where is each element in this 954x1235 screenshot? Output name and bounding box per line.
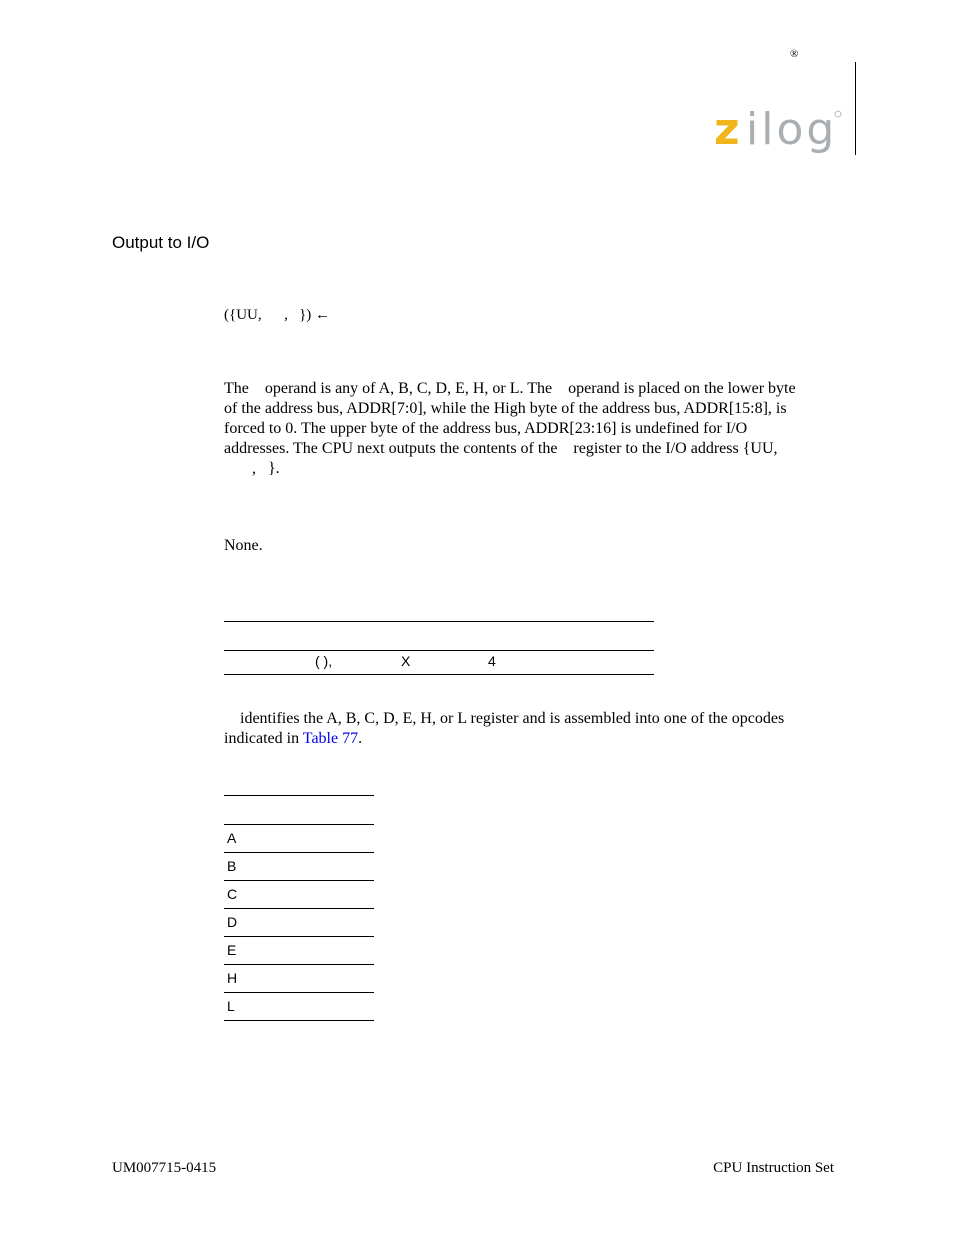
table1-header-rule xyxy=(224,650,654,651)
logo-letters-ilog: ilog xyxy=(746,104,838,155)
register-cell: L xyxy=(227,998,235,1014)
table-row xyxy=(224,824,374,852)
register-cell: H xyxy=(227,970,238,986)
description-line: addresses. The CPU next outputs the contents of the register to the I/O address {UU, xyxy=(224,440,778,457)
table-row xyxy=(224,936,374,964)
table-row xyxy=(224,964,374,992)
register-cell: B xyxy=(227,858,237,874)
table-row xyxy=(224,992,374,1021)
conditions-text: None. xyxy=(224,537,263,554)
operation-line: ({UU, , }) ← xyxy=(224,307,331,323)
note-prefix: indicated in xyxy=(224,730,303,747)
description-line: , }. xyxy=(224,460,280,477)
table-row xyxy=(224,852,374,880)
zilog-logo xyxy=(712,104,850,158)
note-line: identifies the A, B, C, D, E, H, or L register and is assembled into one of the opcodes xyxy=(224,710,785,727)
register-table-header xyxy=(224,795,374,824)
section-title: Output to I/O xyxy=(112,233,210,252)
register-table xyxy=(224,795,374,1021)
table-row xyxy=(224,880,374,908)
description-paragraph xyxy=(224,379,844,479)
logo-letter-z: z xyxy=(714,104,740,155)
note-line xyxy=(224,729,844,749)
table1-cell-operand: ( ), xyxy=(315,653,333,669)
table1-cell-cycles: 4 xyxy=(488,653,496,669)
table-row xyxy=(224,908,374,936)
table1-cell-x: X xyxy=(401,653,411,669)
table1-top-rule xyxy=(224,621,654,622)
register-cell: E xyxy=(227,942,237,958)
description-line: The operand is any of A, B, C, D, E, H, or L. The operand is placed on the lower byte xyxy=(224,380,796,397)
note-suffix: . xyxy=(358,730,363,747)
footer-doc-number: UM007715-0415 xyxy=(112,1160,217,1176)
note-paragraph xyxy=(224,709,844,749)
register-cell: D xyxy=(227,914,238,930)
table1-bottom-rule xyxy=(224,674,654,675)
table-77-link[interactable]: Table 77 xyxy=(302,730,359,747)
description-line: forced to 0. The upper byte of the address bus, ADDR[23:16] is undefined for I/O xyxy=(224,420,748,437)
description-line: of the address bus, ADDR[7:0], while the High byte of the address bus, ADDR[15:8], is xyxy=(224,400,787,417)
footer-section-name: CPU Instruction Set xyxy=(713,1160,834,1176)
register-cell: A xyxy=(227,830,237,846)
registered-mark: ® xyxy=(790,48,799,60)
register-cell: C xyxy=(227,886,238,902)
header-rule xyxy=(855,62,856,155)
